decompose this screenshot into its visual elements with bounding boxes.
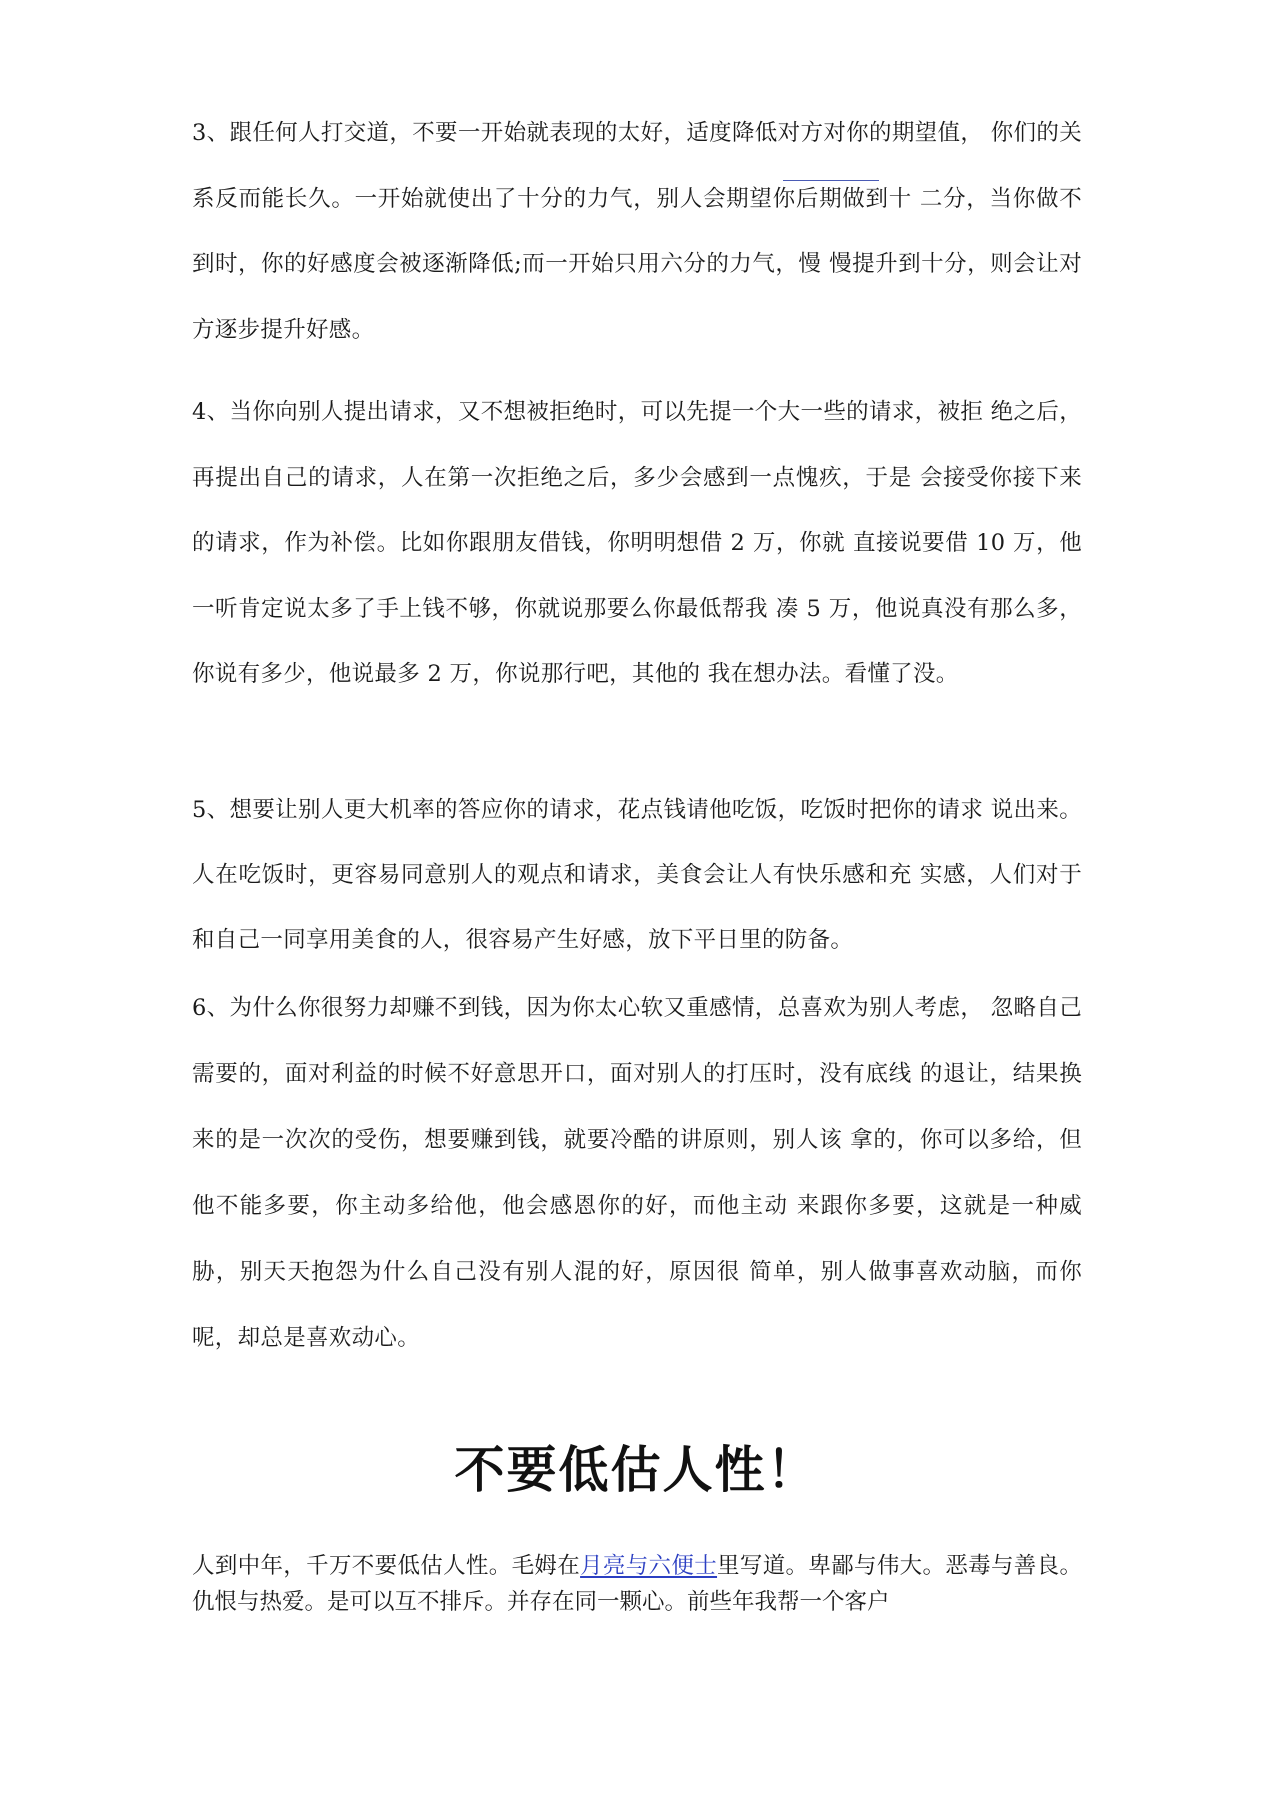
section-body (192, 1548, 1082, 1620)
section-title: 不要低估人性！ (454, 1441, 819, 1499)
paragraph-4: 4、当你向别人提出请求，又不想被拒绝时，可以先提一个大一些的请求，被拒 绝之后，再提出自己的请求，人在第一次拒绝之后，多少会感到一点愧疚，于是 会接受你接下来的请求，作为补偿。比如你跟朋友借钱，你明明想借 2 万，你就 直接说要借 10 万，他一听肯定说太多了手上钱不够，你就说那要么你最低帮我 凑 5 万，他说真没有那么多，你说有多少，他说最多 2 万，你说那行吧，其他的 我在想办法。看懂了没。 (192, 399, 1082, 688)
paragraph-3: 3、跟任何人打交道，不要一开始就表现的太好，适度降低对方对你的期望值， 你们的关系反而能长久。一开始就使出了十分的力气，别人会期望你后期做到十 二分，当你做不到时，你的好感度会被逐渐降低;而一开始只用六分的力气，慢 慢提升到十分，则会让对方逐步提升好感。 (192, 120, 1082, 343)
book-title-link[interactable]: 月亮与六便士 (580, 1553, 718, 1579)
underline-mark (783, 180, 879, 181)
section-body-continuation: 里写道。卑鄙与伟大。恶毒与善良。仇恨与热爱。是可以互不排斥。并存在同一颗心。前些年我帮一个客户 (192, 1553, 1082, 1615)
paragraph-6: 6、为什么你很努力却赚不到钱，因为你太心软又重感情，总喜欢为别人考虑， 忽略自己需要的，面对利益的时候不好意思开口，面对别人的打压时，没有底线 的退让，结果换来的是一次次的受伤，想要赚到钱，就要冷酷的讲原则，别人该 拿的，你可以多给，但他不能多要，你主动多给他，他会感恩你的好，而他主动 来跟你多要，这就是一种威胁，别天天抱怨为什么自己没有别人混的好，原因很 简单，别人做事喜欢动脑，而你呢，却总是喜欢动心。 (192, 995, 1082, 1351)
paragraph-5: 5、想要让别人更大机率的答应你的请求，花点钱请他吃饭，吃饭时把你的请求 说出来。人在吃饭时，更容易同意别人的观点和请求，美食会让人有快乐感和充 实感，人们对于和自己一同享用美食的人，很容易产生好感，放下平日里的防备。 (192, 797, 1082, 953)
section-body-intro: 人到中年，千万不要低估人性。毛姆在 (192, 1553, 581, 1579)
